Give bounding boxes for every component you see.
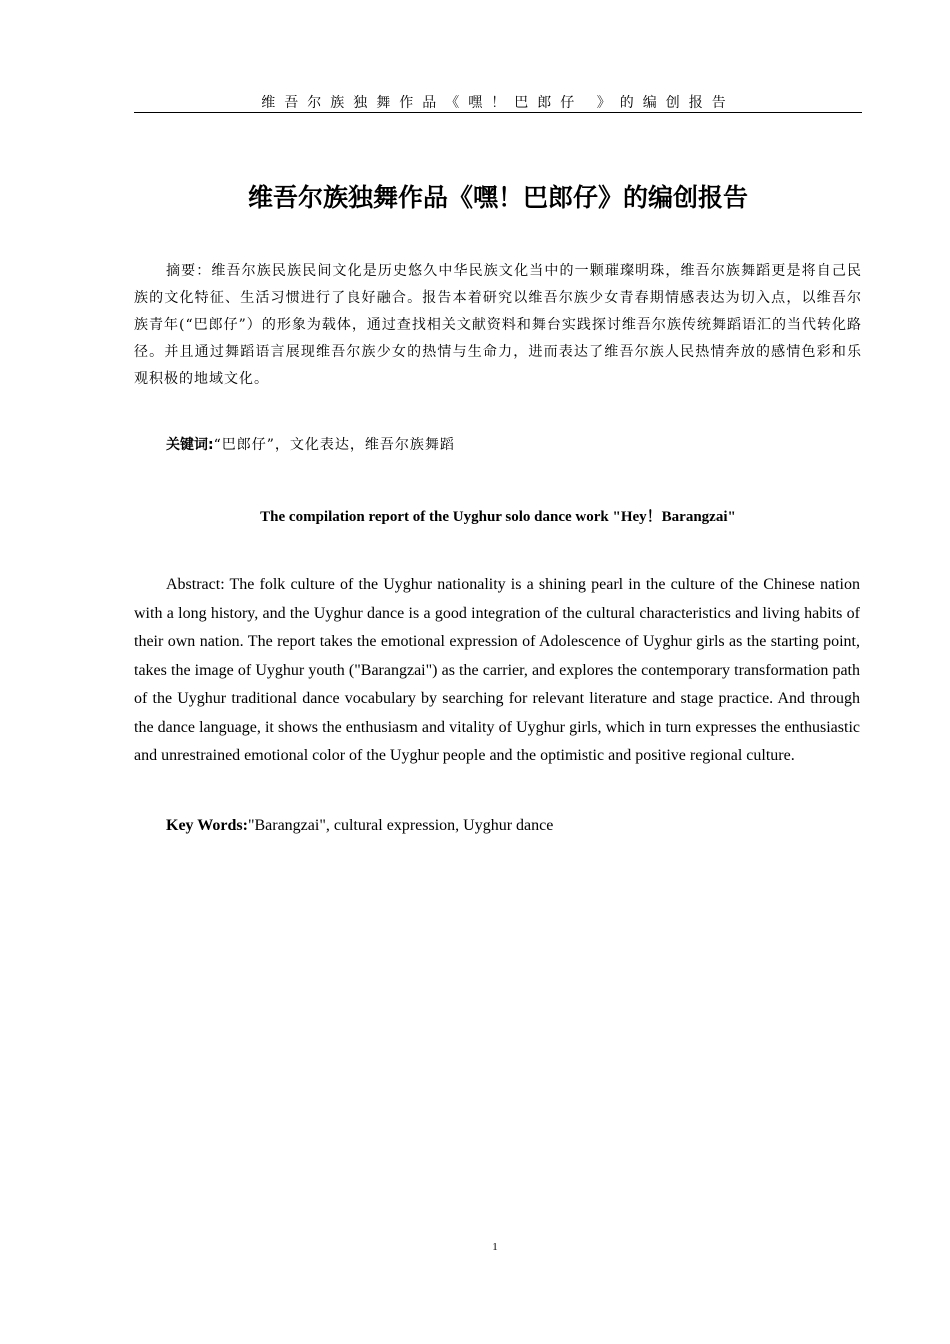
keywords-chinese-label: 关键词:: [166, 437, 214, 453]
keywords-chinese-value: “巴郎仔”，文化表达，维吾尔族舞蹈: [213, 437, 455, 453]
keywords-english-value: "Barangzai", cultural expression, Uyghur dance: [247, 817, 554, 834]
document-title-chinese: 维吾尔族独舞作品《嘿！巴郎仔》的编创报告: [247, 183, 748, 212]
keywords-english: [166, 814, 862, 838]
document-title-english: The compilation report of the Uyghur solo dance work "Hey！Barangzai": [260, 509, 736, 525]
keywords-english-label: Key Words:: [166, 817, 248, 834]
abstract-chinese: 摘要：维吾尔族民族民间文化是历史悠久中华民族文化当中的一颗璀璨明珠，维吾尔族舞蹈更是将自己民族的文化特征、生活习惯进行了良好融合。报告本着研究以维吾尔族少女青春期情感表达为切入点，以维吾尔族青年(“巴郎仔”）的形象为载体，通过查找相关文献资料和舞台实践探讨维吾尔族传统舞蹈语汇的当代转化路径。并且通过舞蹈语言展现维吾尔族少女的热情与生命力，进而表达了维吾尔族人民热情奔放的感情色彩和乐观积极的地域文化。: [134, 263, 862, 387]
page-number: 1: [492, 1241, 498, 1253]
keywords-chinese: [166, 434, 862, 456]
running-header: 维吾尔族独舞作品《嘿！巴郎仔 》的编创报告: [134, 94, 862, 113]
abstract-english: Abstract: The folk culture of the Uyghur nationality is a shining pearl in the culture of the Chinese nation with a long history, and the Uyghur dance is a good integration of the cultural characteristics and living habits of their own nation. The report takes the emotional expression of Adolescence of Uyghur girls as the starting point, takes the image of Uyghur youth ("Barangzai") as the carrier, and explores the contemporary transformation path of the Uyghur traditional dance vocabulary by searching for relevant literature and stage practice. And through the dance language, it shows the enthusiasm and vitality of Uyghur girls, which in turn expresses the enthusiastic and unrestrained emotional color of the Uyghur people and the optimistic and positive regional culture.: [134, 576, 860, 764]
